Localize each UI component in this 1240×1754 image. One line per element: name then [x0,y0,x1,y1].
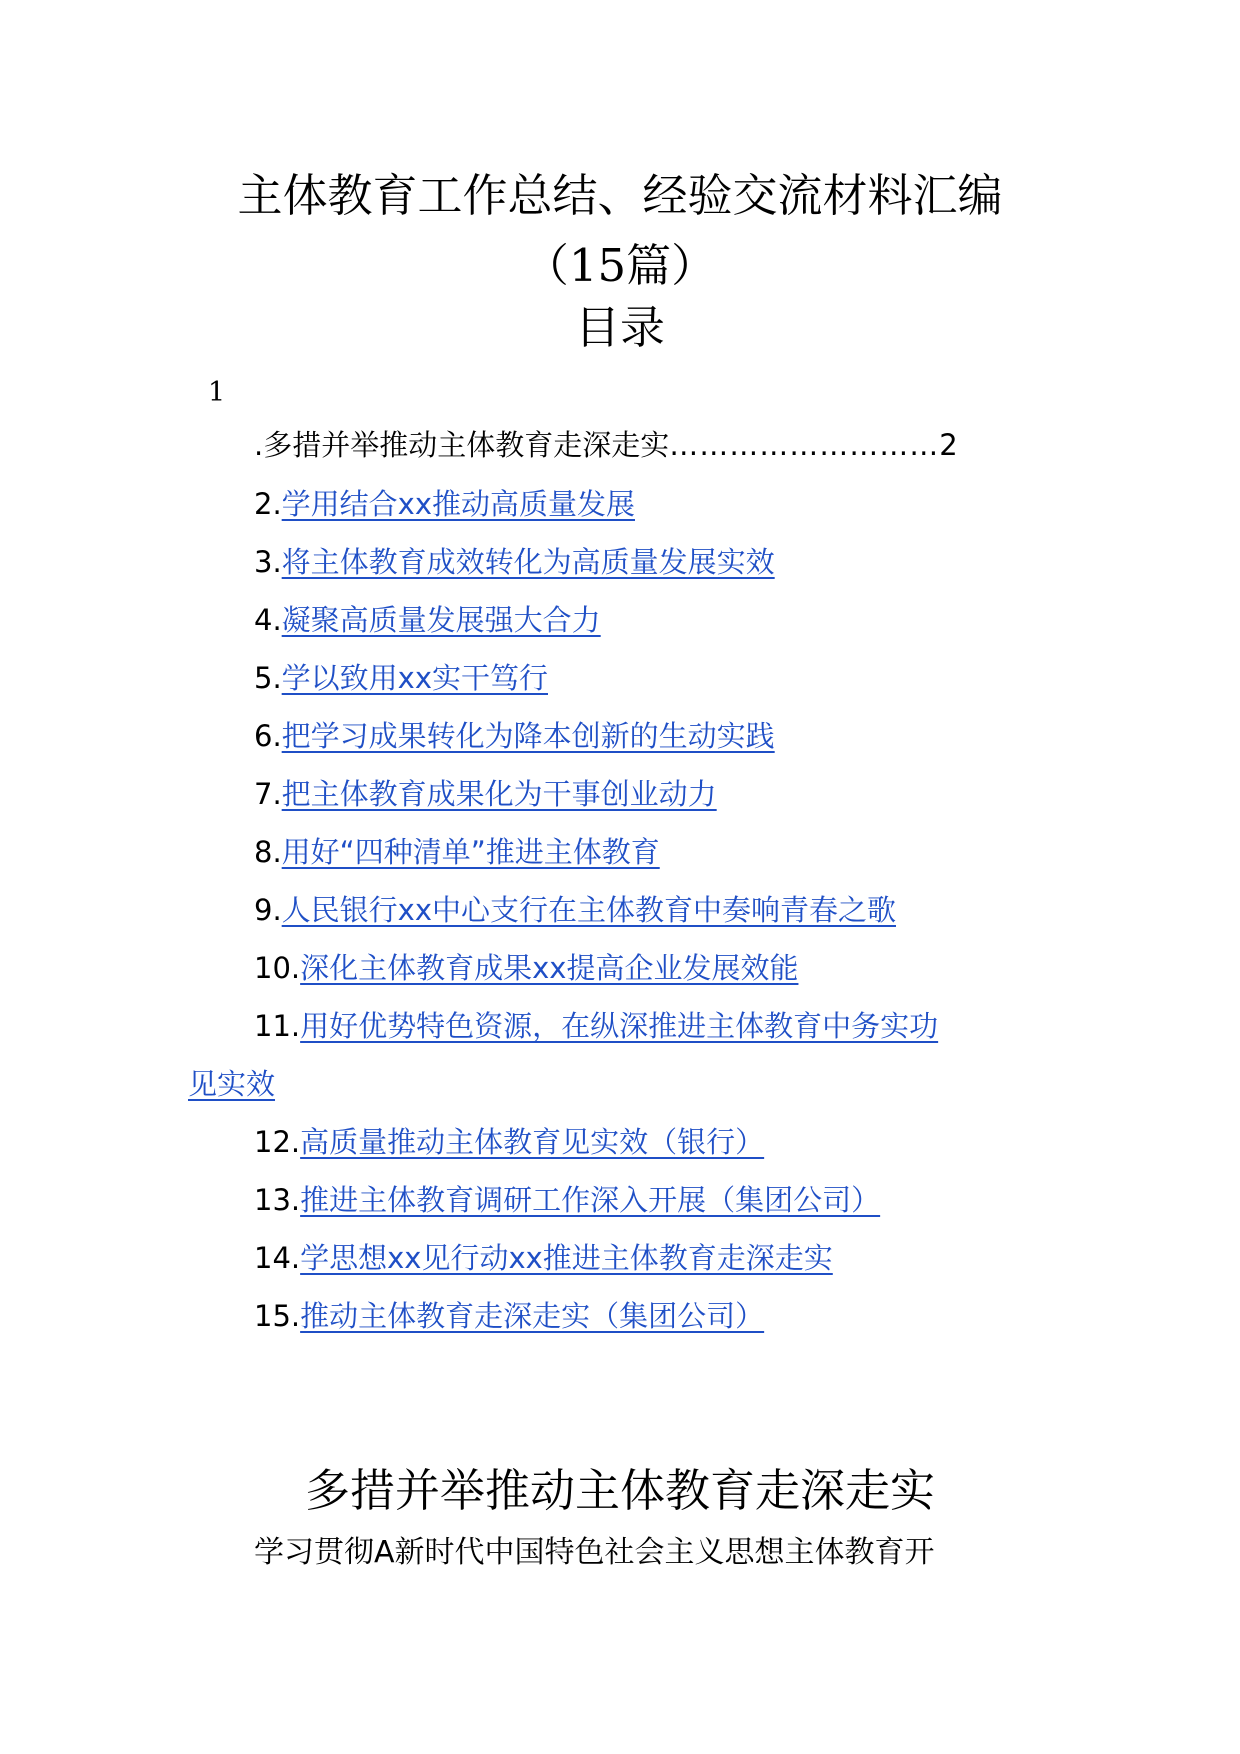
subtitle-count-unit: 篇） [626,239,717,292]
toc-page-number: 2 [939,428,958,462]
toc-dot-leader: ……………………… [669,428,940,462]
toc-entry-link[interactable]: 推进主体教育调研工作深入开展（集团公司） [300,1183,881,1217]
toc-entry-4[interactable] [254,600,601,640]
toc-entry-10[interactable] [254,948,798,988]
document-subtitle-count [0,236,1240,296]
subtitle-open-paren: （ [523,239,569,292]
toc-entry-number: 7. [254,777,282,811]
toc-entry-3[interactable] [254,542,775,582]
toc-entry-number: 12. [254,1125,301,1159]
toc-entry-13[interactable] [254,1180,880,1220]
toc-entry-number: 10. [254,951,301,985]
toc-entry-link[interactable]: 把学习成果转化为降本创新的生动实践 [281,719,775,753]
toc-entry-number: 3. [254,545,282,579]
toc-entry-number: 9. [254,893,282,927]
toc-entry-link[interactable]: 凝聚高质量发展强大合力 [281,603,601,637]
toc-entry-12[interactable] [254,1122,764,1162]
toc-entry-8[interactable] [254,832,660,872]
toc-entry-number: 4. [254,603,282,637]
toc-entry-link[interactable]: 将主体教育成效转化为高质量发展实效 [281,545,775,579]
toc-entry-11[interactable] [254,1006,938,1046]
toc-entry-title: .多措并举推动主体教育走深走实 [254,428,670,462]
toc-heading: 目录 [574,301,665,354]
toc-entry-2[interactable] [254,484,635,524]
section-heading: 多措并举推动主体教育走深走实 [304,1464,935,1517]
toc-entry-link[interactable]: 推动主体教育走深走实（集团公司） [300,1299,765,1333]
toc-entry-link[interactable]: 高质量推动主体教育见实效（银行） [300,1125,765,1159]
page-marker: 1 [208,377,226,408]
toc-entry-7[interactable] [254,774,717,814]
toc-entry-link[interactable]: 用好优势特色资源，在纵深推进主体教育中务实功 [300,1009,939,1043]
toc-entry-link[interactable]: 把主体教育成果化为干事创业动力 [281,777,717,811]
toc-entry-6[interactable] [254,716,775,756]
toc-entry-link-continuation[interactable]: 见实效 [188,1067,276,1101]
toc-entry-link[interactable]: 学思想xx见行动xx推进主体教育走深走实 [300,1241,833,1275]
toc-entry-number: 5. [254,661,282,695]
toc-entry-1[interactable] [254,425,958,465]
toc-entry-link[interactable]: 用好“四种清单”推进主体教育 [281,835,660,869]
toc-entry-number: 14. [254,1241,301,1275]
toc-entry-link[interactable]: 人民银行xx中心支行在主体教育中奏响青春之歌 [281,893,896,927]
toc-entry-14[interactable] [254,1238,833,1278]
toc-entry-5[interactable] [254,658,548,698]
toc-entry-number: 6. [254,719,282,753]
toc-entry-9[interactable] [254,890,896,930]
toc-entry-number: 2. [254,487,282,521]
toc-entry-number: 11. [254,1009,301,1043]
toc-entry-link[interactable]: 学以致用xx实干笃行 [281,661,548,695]
body-paragraph-first-line: 学习贯彻A新时代中国特色社会主义思想主体教育开 [254,1535,935,1570]
toc-entry-link[interactable]: 学用结合xx推动高质量发展 [281,487,635,521]
toc-entry-11-continuation[interactable] [188,1064,275,1104]
toc-entry-number: 15. [254,1299,301,1333]
toc-entry-link[interactable]: 深化主体教育成果xx提高企业发展效能 [300,951,799,985]
toc-entry-number: 13. [254,1183,301,1217]
document-title: 主体教育工作总结、经验交流材料汇编 [237,169,1003,222]
subtitle-count-number: 15 [568,239,627,292]
toc-entry-15[interactable] [254,1296,764,1336]
toc-entry-number: 8. [254,835,282,869]
